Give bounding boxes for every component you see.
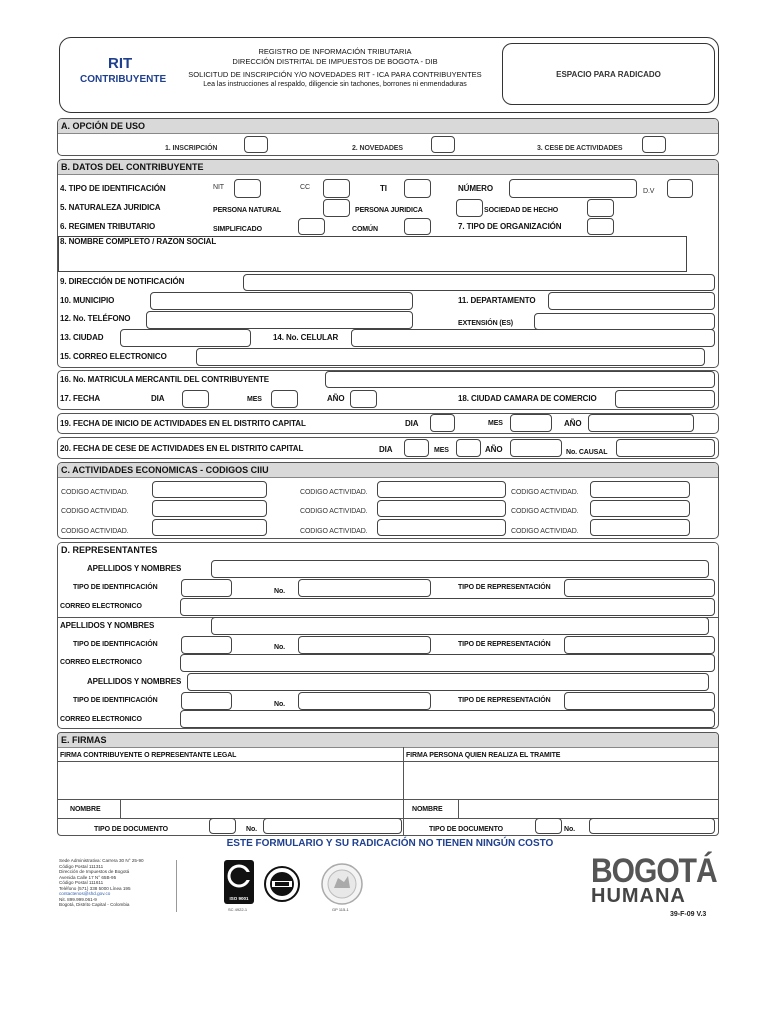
ciudad-camara-label: 18. CIUDAD CAMARA DE COMERCIO <box>458 394 597 403</box>
codigo-label: CODIGO ACTIVIDAD. <box>300 489 368 496</box>
causal-input[interactable] <box>616 439 715 457</box>
iso-cert: SC 4922-1 <box>228 907 248 912</box>
header-line-4: Lea las instrucciones al respaldo, diligencie sin tachones, borrones ni enmendaduras <box>203 81 467 88</box>
rep3-apellidos-label: APELLIDOS Y NOMBRES <box>87 677 182 686</box>
direccion-label: 9. DIRECCIÓN DE NOTIFICACIÓN <box>60 277 185 286</box>
codigo-input[interactable] <box>152 481 267 498</box>
form-code: 39-F-09 V.3 <box>670 911 707 918</box>
ciudad-camara-input[interactable] <box>615 390 715 408</box>
footer-address: Sede Administrativa: Carrera 30 N° 25-90 Código Postal 111311 Dirección de Impuestos de Bogotá Avenida Calle 17 N° 65B-95 Código Postal 111611 Teléfono (571) 338 5000 Línea 195 contactenos@shd.gov.co Nit. 899.999.061-9 Bogotá, Distrito Capital - Colombia <box>59 858 144 907</box>
codigo-input[interactable] <box>590 519 690 536</box>
rep3-tipo-id-input[interactable] <box>181 692 232 710</box>
ti-check[interactable] <box>404 179 431 198</box>
cese-dia-label: DIA <box>379 445 393 454</box>
numero-input[interactable] <box>509 179 637 198</box>
municipio-input[interactable] <box>150 292 413 310</box>
section-b-title: B. DATOS DEL CONTRIBUYENTE <box>58 160 718 175</box>
rep3-correo-input[interactable] <box>180 710 715 728</box>
header-line-1: REGISTRO DE INFORMACIÓN TRIBUTARIA <box>258 47 412 56</box>
fecha-dia-label: DIA <box>151 394 165 403</box>
rep1-no-label: No. <box>274 588 285 595</box>
tipo-doc2-input[interactable] <box>535 818 562 834</box>
inicio-anio-label: AÑO <box>564 419 582 428</box>
no-cost-notice: ESTE FORMULARIO Y SU RADICACIÓN NO TIENEN NINGÚN COSTO <box>226 838 554 849</box>
rep1-apellidos-input[interactable] <box>211 560 709 578</box>
codigo-label: CODIGO ACTIVIDAD. <box>61 508 129 515</box>
rep1-no-input[interactable] <box>298 579 431 597</box>
rep1-tipo-id-input[interactable] <box>181 579 232 597</box>
tipo-doc1-label: TIPO DE DOCUMENTO <box>94 826 169 833</box>
numero-label: NÚMERO <box>458 184 493 193</box>
simplificado-label: SIMPLIFICADO <box>213 226 262 233</box>
comun-label: COMÚN <box>352 226 378 233</box>
tipo-id-label: 4. TIPO DE IDENTIFICACIÓN <box>60 184 166 193</box>
celular-label: 14. No. CELULAR <box>273 333 339 342</box>
rep1-tipo-rep-label: TIPO DE REPRESENTACIÓN <box>458 584 551 591</box>
iso-c-icon <box>224 862 254 892</box>
nombre1-label: NOMBRE <box>70 806 101 813</box>
telefono-label: 12. No. TELÉFONO <box>60 314 131 323</box>
iqnet-logo-icon <box>264 866 300 902</box>
rep2-tipo-rep-input[interactable] <box>564 636 715 654</box>
rep3-tipo-rep-label: TIPO DE REPRESENTACIÓN <box>458 697 551 704</box>
direccion-input[interactable] <box>243 274 715 291</box>
regimen-label: 6. REGIMEN TRIBUTARIO <box>60 222 156 231</box>
header-line-3: SOLICITUD DE INSCRIPCIÓN Y/O NOVEDADES RIT - ICA PARA CONTRIBUYENTES <box>188 70 482 79</box>
ti-label: TI <box>380 184 387 193</box>
header-line-2: DIRECCIÓN DISTRITAL DE IMPUESTOS DE BOGOTA - DIB <box>232 57 438 66</box>
matricula-input[interactable] <box>325 371 715 388</box>
gp-seal-icon <box>316 862 368 906</box>
rep3-tipo-rep-input[interactable] <box>564 692 715 710</box>
ciudad-label: 13. CIUDAD <box>60 333 104 342</box>
form-subtitle: CONTRIBUYENTE <box>80 74 167 85</box>
firma2-area[interactable] <box>404 762 718 798</box>
dv-label: D.V <box>643 188 655 195</box>
departamento-input[interactable] <box>548 292 715 310</box>
footer-divider <box>176 860 177 912</box>
inicio-anio-input[interactable] <box>588 414 694 432</box>
iso-logo <box>224 860 254 904</box>
cese-mes-label: MES <box>434 447 449 454</box>
rep1-correo-input[interactable] <box>180 598 715 616</box>
opt-cese-label: 3. CESE DE ACTIVIDADES <box>537 145 623 152</box>
correo-input[interactable] <box>196 348 705 366</box>
codigo-input[interactable] <box>590 500 690 517</box>
simplificado-check[interactable] <box>298 218 325 235</box>
cc-check[interactable] <box>323 179 350 198</box>
opt-inscripcion-check[interactable] <box>244 136 268 153</box>
rep2-correo-input[interactable] <box>180 654 715 672</box>
rep2-tipo-rep-label: TIPO DE REPRESENTACIÓN <box>458 641 551 648</box>
section-d-title: D. REPRESENTANTES <box>58 543 718 558</box>
inicio-label: 19. FECHA DE INICIO DE ACTIVIDADES EN EL DISTRITO CAPITAL <box>60 419 306 428</box>
iso-label: ISO 9001 <box>229 896 249 901</box>
sociedad-hecho-label: SOCIEDAD DE HECHO <box>484 207 559 214</box>
telefono-input[interactable] <box>146 311 413 329</box>
no2-label: No. <box>564 826 575 833</box>
rep1-tipo-rep-input[interactable] <box>564 579 715 597</box>
sociedad-hecho-check[interactable] <box>587 199 614 217</box>
nombre1-input[interactable] <box>121 800 402 817</box>
codigo-label: CODIGO ACTIVIDAD. <box>511 508 579 515</box>
causal-label: No. CAUSAL <box>566 449 608 456</box>
codigo-input[interactable] <box>590 481 690 498</box>
tipo-org-input[interactable] <box>587 218 614 235</box>
codigo-input[interactable] <box>377 481 506 498</box>
codigo-label: CODIGO ACTIVIDAD. <box>61 528 129 535</box>
inicio-mes-input[interactable] <box>510 414 552 432</box>
fecha-anio-input[interactable] <box>350 390 377 408</box>
codigo-label: CODIGO ACTIVIDAD. <box>300 528 368 535</box>
opt-novedades-label: 2. NOVEDADES <box>352 145 403 152</box>
codigo-label: CODIGO ACTIVIDAD. <box>300 508 368 515</box>
rep1-correo-label: CORREO ELECTRONICO <box>60 603 142 610</box>
codigo-label: CODIGO ACTIVIDAD. <box>511 489 579 496</box>
rep1-tipo-id-label: TIPO DE IDENTIFICACIÓN <box>73 584 158 591</box>
tipo-doc1-input[interactable] <box>209 818 236 834</box>
nit-check[interactable] <box>234 179 261 198</box>
codigo-label: CODIGO ACTIVIDAD. <box>61 489 129 496</box>
matricula-label: 16. No. MATRICULA MERCANTIL DEL CONTRIBUYENTE <box>60 375 269 384</box>
inicio-dia-input[interactable] <box>430 414 455 432</box>
section-e-title: E. FIRMAS <box>58 733 718 748</box>
rep2-tipo-id-input[interactable] <box>181 636 232 654</box>
codigo-input[interactable] <box>152 500 267 517</box>
firma2-label: FIRMA PERSONA QUIEN REALIZA EL TRAMITE <box>406 752 561 759</box>
cc-label: CC <box>300 184 310 191</box>
extension-label: EXTENSIÓN (ES) <box>458 320 513 327</box>
fecha-mes-input[interactable] <box>271 390 298 408</box>
rep2-apellidos-label: APELLIDOS Y NOMBRES <box>60 621 155 630</box>
tipo-org-label: 7. TIPO DE ORGANIZACIÓN <box>458 222 562 231</box>
opt-novedades-check[interactable] <box>431 136 455 153</box>
codigo-label: CODIGO ACTIVIDAD. <box>511 528 579 535</box>
rep3-apellidos-input[interactable] <box>187 673 709 691</box>
cese-mes-input[interactable] <box>456 439 481 457</box>
no1-label: No. <box>246 826 257 833</box>
nit-label: NIT <box>213 184 224 191</box>
rep3-no-input[interactable] <box>298 692 431 710</box>
extension-input[interactable] <box>534 313 715 330</box>
fecha-dia-input[interactable] <box>182 390 209 408</box>
cese-dia-input[interactable] <box>404 439 429 457</box>
cese-anio-label: AÑO <box>485 445 503 454</box>
gp-cert: GP 115-1 <box>332 907 349 912</box>
fecha-mes-label: MES <box>247 396 262 403</box>
tipo-doc2-label: TIPO DE DOCUMENTO <box>429 826 504 833</box>
opt-inscripcion-label: 1. INSCRIPCIÓN <box>165 145 218 152</box>
codigo-input[interactable] <box>152 519 267 536</box>
comun-check[interactable] <box>404 218 431 235</box>
firma1-label: FIRMA CONTRIBUYENTE O REPRESENTANTE LEGAL <box>60 752 237 759</box>
cese-label: 20. FECHA DE CESE DE ACTIVIDADES EN EL DISTRITO CAPITAL <box>60 444 304 453</box>
rep2-no-label: No. <box>274 644 285 651</box>
nombre2-input[interactable] <box>459 800 718 817</box>
rep3-tipo-id-label: TIPO DE IDENTIFICACIÓN <box>73 697 158 704</box>
brand-humana: HUMANA <box>591 885 686 907</box>
form-title: RIT <box>108 55 133 72</box>
persona-juridica-label: PERSONA JURIDICA <box>355 207 423 214</box>
opt-cese-check[interactable] <box>642 136 666 153</box>
naturaleza-label: 5. NATURALEZA JURIDICA <box>60 203 161 212</box>
section-c-title: C. ACTIVIDADES ECONOMICAS - CODIGOS CIIU <box>58 463 718 478</box>
fecha-label: 17. FECHA <box>60 394 100 403</box>
cese-anio-input[interactable] <box>510 439 562 457</box>
persona-natural-check[interactable] <box>323 199 350 217</box>
brand-bogota: BOGOTÁ <box>591 852 717 890</box>
section-a-title: A. OPCIÓN DE USO <box>58 119 718 134</box>
ciudad-input[interactable] <box>120 329 251 347</box>
radicado-box: ESPACIO PARA RADICADO <box>502 43 715 105</box>
codigo-input[interactable] <box>377 500 506 517</box>
persona-natural-label: PERSONA NATURAL <box>213 207 282 214</box>
fecha-anio-label: AÑO <box>327 394 345 403</box>
nombre-label: 8. NOMBRE COMPLETO / RAZON SOCIAL <box>60 237 217 246</box>
inicio-mes-label: MES <box>488 420 503 427</box>
rep3-correo-label: CORREO ELECTRONICO <box>60 716 142 723</box>
correo-label: 15. CORREO ELECTRONICO <box>60 352 167 361</box>
rep1-apellidos-label: APELLIDOS Y NOMBRES <box>87 564 182 573</box>
inicio-dia-label: DIA <box>405 419 419 428</box>
codigo-input[interactable] <box>377 519 506 536</box>
rep2-apellidos-input[interactable] <box>211 617 709 635</box>
rep2-tipo-id-label: TIPO DE IDENTIFICACIÓN <box>73 641 158 648</box>
rep2-no-input[interactable] <box>298 636 431 654</box>
no2-input[interactable] <box>589 818 715 834</box>
nombre2-label: NOMBRE <box>412 806 443 813</box>
municipio-label: 10. MUNICIPIO <box>60 296 115 305</box>
rep2-correo-label: CORREO ELECTRONICO <box>60 659 142 666</box>
dv-input[interactable] <box>667 179 693 198</box>
rep3-no-label: No. <box>274 701 285 708</box>
departamento-label: 11. DEPARTAMENTO <box>458 296 536 305</box>
no1-input[interactable] <box>263 818 402 834</box>
firma1-area[interactable] <box>58 762 402 798</box>
persona-juridica-check[interactable] <box>456 199 483 217</box>
celular-input[interactable] <box>351 329 715 347</box>
